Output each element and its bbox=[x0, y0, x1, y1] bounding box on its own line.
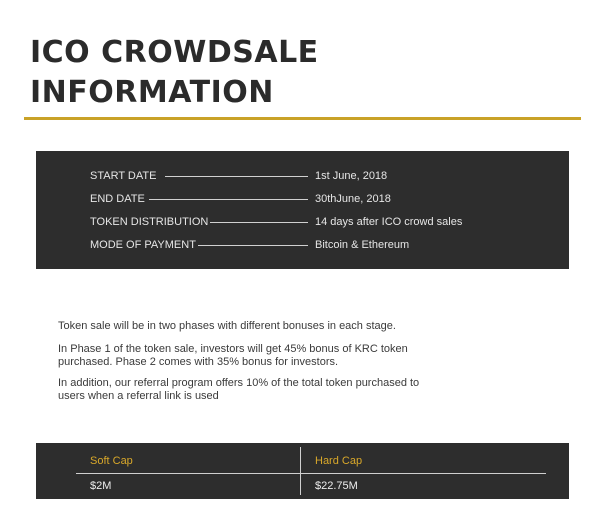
info-row-mode-of-payment bbox=[36, 237, 569, 253]
soft-cap-header: Soft Cap bbox=[90, 455, 133, 467]
paragraph-line: purchased. Phase 2 comes with 35% bonus for investors. bbox=[58, 356, 339, 368]
paragraph-line: In Phase 1 of the token sale, investors will get 45% bonus of KRC token bbox=[58, 343, 408, 355]
paragraph-line: Token sale will be in two phases with different bonuses in each stage. bbox=[58, 320, 396, 332]
title-line-2: INFORMATION bbox=[30, 75, 274, 110]
leader-line bbox=[165, 176, 308, 177]
paragraph-phases bbox=[58, 320, 478, 333]
info-value: Bitcoin & Ethereum bbox=[315, 239, 410, 251]
title-underline bbox=[24, 117, 581, 120]
info-row-token-distribution bbox=[36, 214, 569, 230]
info-value: 14 days after ICO crowd sales bbox=[315, 216, 463, 228]
paragraph-referral bbox=[58, 377, 478, 403]
leader-line bbox=[198, 245, 308, 246]
leader-line bbox=[149, 199, 308, 200]
info-label: MODE OF PAYMENT bbox=[90, 239, 196, 251]
title-line-1: ICO CROWDSALE bbox=[30, 35, 319, 70]
leader-line bbox=[210, 222, 308, 223]
paragraph-line: In addition, our referral program offers 10% of the total token purchased to bbox=[58, 377, 420, 389]
cap-table bbox=[36, 443, 569, 499]
info-value: 1st June, 2018 bbox=[315, 170, 388, 182]
info-label: TOKEN DISTRIBUTION bbox=[90, 216, 209, 228]
info-label: START DATE bbox=[90, 170, 157, 182]
cap-divider-horizontal bbox=[76, 473, 546, 474]
info-value: 30thJune, 2018 bbox=[315, 193, 391, 205]
info-label: END DATE bbox=[90, 193, 145, 205]
paragraph-bonus bbox=[58, 343, 478, 369]
hard-cap-header: Hard Cap bbox=[315, 455, 363, 467]
cap-divider-vertical bbox=[300, 447, 301, 495]
info-row-end-date bbox=[36, 191, 569, 207]
ico-info-panel bbox=[36, 151, 569, 269]
hard-cap-value: $22.75M bbox=[315, 480, 358, 492]
soft-cap-value: $2M bbox=[90, 480, 112, 492]
paragraph-line: users when a referral link is used bbox=[58, 390, 219, 402]
page-title bbox=[30, 33, 570, 113]
info-row-start-date bbox=[36, 168, 569, 184]
